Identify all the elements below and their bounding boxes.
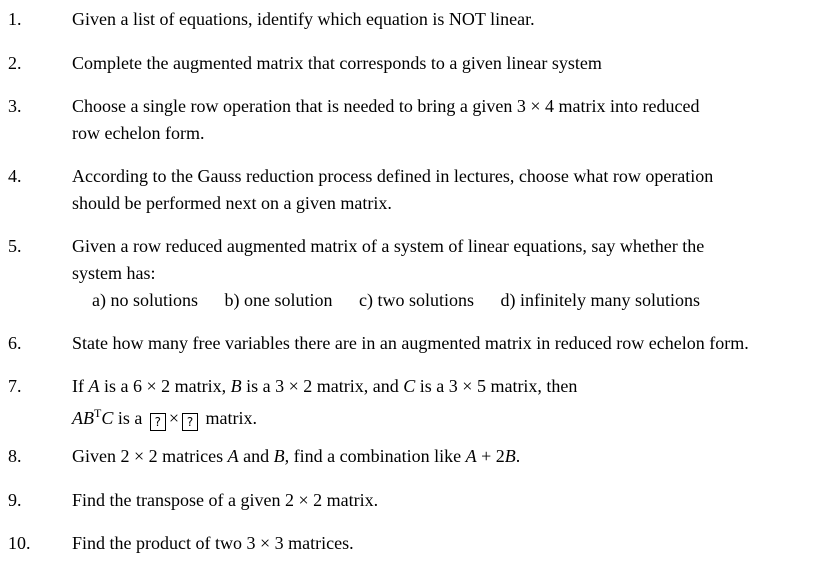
superscript: T (94, 406, 102, 420)
math-var: C (101, 408, 114, 428)
item-number: 2. (8, 53, 22, 73)
item-number: 7. (8, 376, 22, 396)
word: + 2 (481, 446, 505, 466)
word: is a (117, 408, 143, 428)
item-number: 9. (8, 490, 22, 510)
item-line: should be performed next on a given matrix. (72, 193, 392, 213)
math-var: B (230, 376, 242, 396)
option-d: d) infinitely many solutions (500, 290, 700, 310)
word: 3 × 2 matrix, and (275, 376, 399, 396)
word: find a combination like (293, 446, 462, 466)
item-text: Complete the augmented matrix that corresponds to a given linear system (72, 53, 602, 73)
item-text (72, 233, 828, 287)
word: . (515, 446, 521, 466)
item-number: 8. (8, 446, 22, 466)
item-line: Given a row reduced augmented matrix of a system of linear equations, say whether the (72, 236, 705, 256)
option-a: a) no solutions (92, 290, 198, 310)
item-number: 10. (8, 533, 31, 553)
option-c: c) two solutions (359, 290, 474, 310)
item-text: Find the transpose of a given 2 × 2 matrix. (72, 490, 379, 510)
word: is a (419, 376, 445, 396)
item-number: 1. (8, 9, 22, 29)
word: 3 × 5 matrix, then (448, 376, 578, 396)
item-line: According to the Gauss reduction process defined in lectures, choose what row operation (72, 166, 714, 186)
item-line (72, 376, 577, 396)
item-text (72, 443, 828, 470)
item-text: Given a list of equations, identify which equation is NOT linear. (72, 9, 535, 29)
math-var: A (88, 376, 100, 396)
math-var: B (504, 446, 516, 466)
word: is a (104, 376, 129, 396)
item-text: Find the product of two 3 × 3 matrices. (72, 533, 354, 553)
option-b: b) one solution (224, 290, 333, 310)
math-var: A (465, 446, 477, 466)
math-var: B, (273, 446, 290, 466)
times-symbol: × (168, 408, 180, 428)
item-text: State how many free variables there are in an augmented matrix in reduced row echelon form. (72, 333, 749, 353)
item-line (72, 408, 257, 428)
item-text (72, 163, 828, 217)
word: matrix. (205, 408, 258, 428)
item-line: row echelon form. (72, 123, 205, 143)
item-text (72, 373, 828, 432)
item-number: 5. (8, 236, 22, 256)
item-number: 3. (8, 96, 22, 116)
item-line: system has: (72, 263, 156, 283)
word: If (72, 376, 84, 396)
item-number: 4. (8, 166, 22, 186)
word: is a (246, 376, 271, 396)
math-var: A (227, 446, 239, 466)
word: Given 2 × 2 matrices (72, 446, 224, 466)
item-line: Choose a single row operation that is needed to bring a given 3 × 4 matrix into reduced (72, 96, 700, 116)
word: 6 × 2 matrix, (133, 376, 227, 396)
item-text (72, 93, 828, 147)
question-box-icon: ? (150, 413, 166, 431)
math-var: C (403, 376, 416, 396)
question-box-icon: ? (182, 413, 198, 431)
word: and (243, 446, 270, 466)
answer-options (92, 287, 700, 314)
math-var: AB (72, 408, 94, 428)
item-number: 6. (8, 333, 22, 353)
